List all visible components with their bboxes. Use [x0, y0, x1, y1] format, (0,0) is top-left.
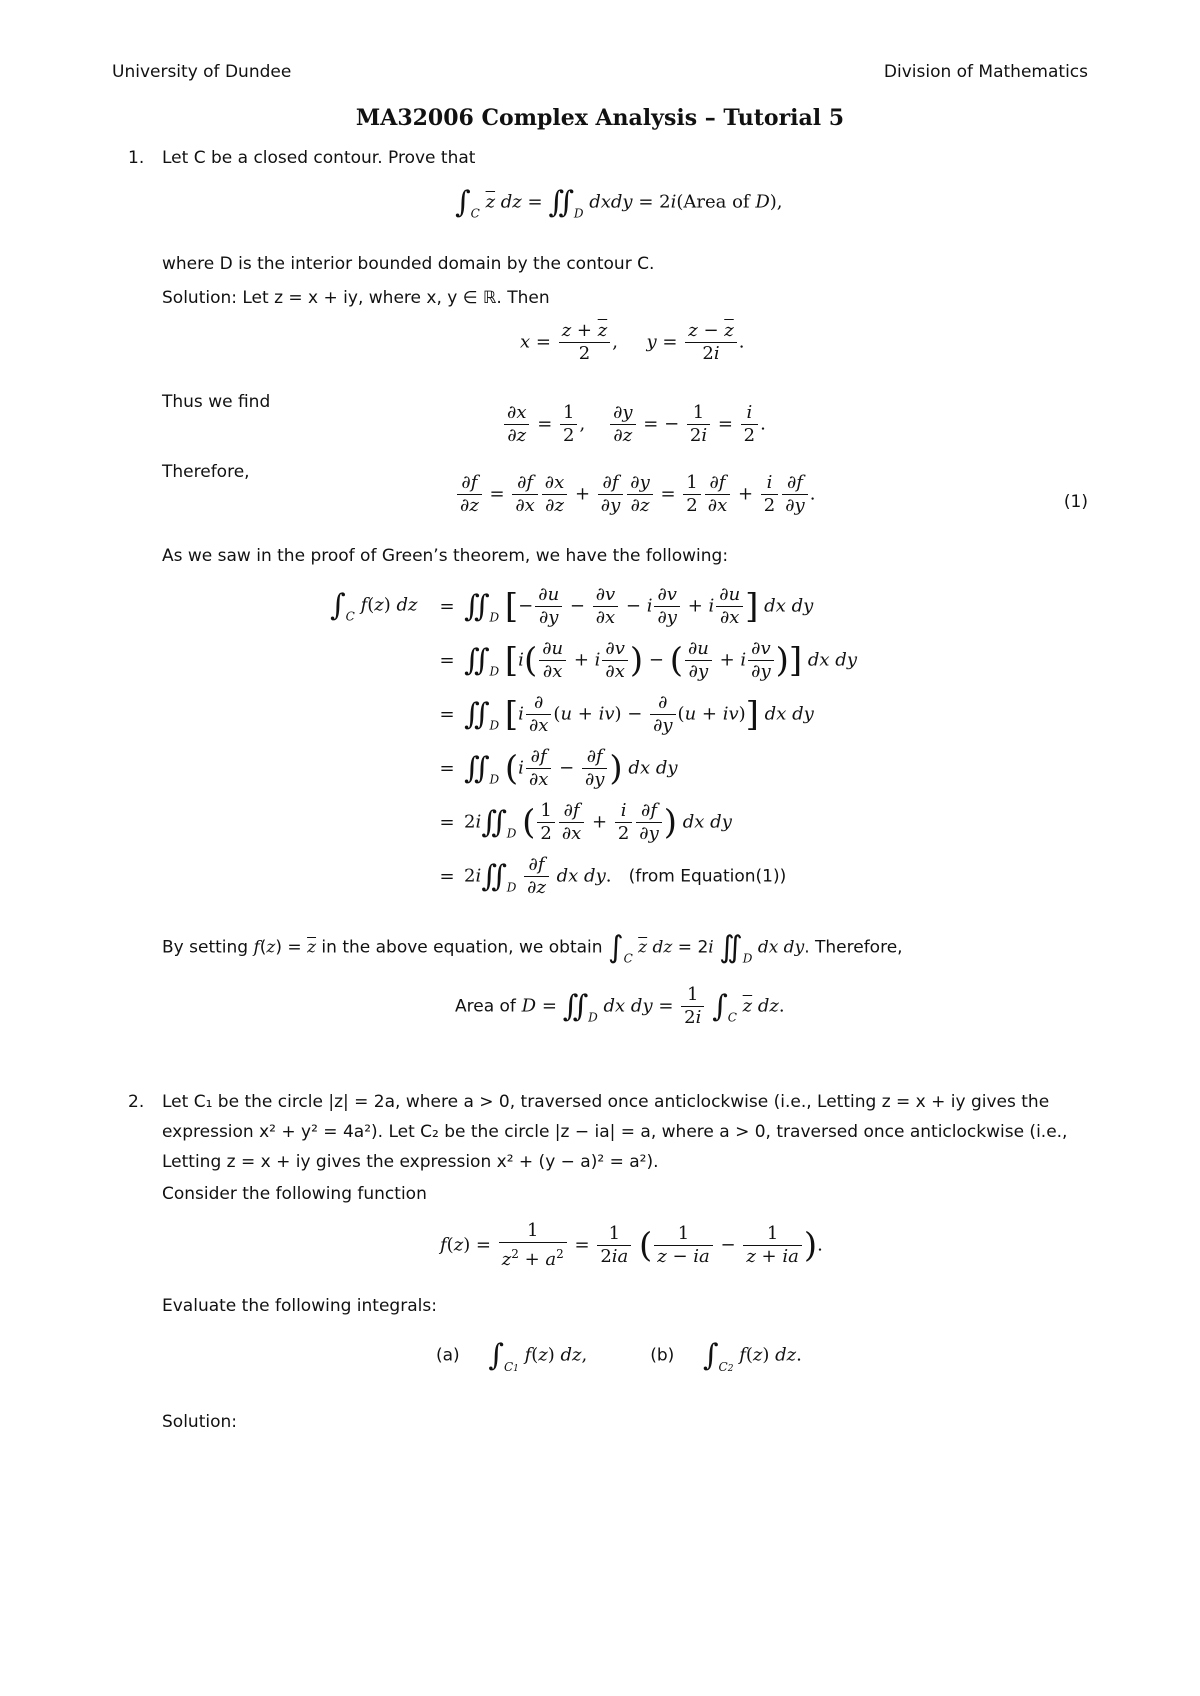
page-title: MA32006 Complex Analysis – Tutorial 5	[355, 105, 845, 131]
from-equation-note: (from Equation(1))	[628, 866, 787, 886]
problem-2-number: 2.	[128, 1092, 145, 1112]
part-b-label: (b)	[650, 1345, 675, 1366]
align-line-5: = $2i∬_D$ ( $\frac{1}{2}$ $\frac{\partial f}{\partial x}$ + $\frac{i}{2}$ $\frac{\partial f}{\partial y}$ ) dx dy	[439, 799, 732, 844]
thus-text: Thus we find	[162, 392, 271, 412]
equation-main: $\int_C$ $\overline{z}$ dz = $∬_D$ dxdy = 2i(Area of D),	[455, 185, 783, 221]
equation-area: Area of $D = ∬_D$ dx dy = $\frac{1}{2i}$ $\int_C$ $\overline{z}$ dz.	[455, 984, 785, 1028]
integrals-to-evaluate: (a) $\int_{C1}$ f(z) dz, (b) $\int_{C2}$ f(z) dz.	[436, 1338, 802, 1374]
align-line-1: $\int_C$ f(z) dz = $∬_D$ [− $\frac{\partial u}{\partial y}$ − $\frac{\partial v}{\partial x}$ − i $\frac{\partial v}{\partial y}$ + i $\frac{\partial u}{\partial x}$ ] dx dy	[330, 583, 814, 628]
part-a-label: (a)	[436, 1345, 460, 1366]
setting-text: By setting $f(z) = \overline{z}$ in the above equation, we obtain $\int_C$ $\overline{z}$ dz = 2i $∬_D$ dx dy. Therefore,	[162, 930, 903, 966]
equation-partials: $\frac{\partial x}{\partial\overline{z}}$ = $\frac{1}{2}$ , $\frac{\partial y}{\partial\overline{z}}$ = − $\frac{1}{2i}$ = $\frac{i}{2}$ .	[502, 402, 766, 447]
solution-label: Solution:	[162, 1412, 237, 1432]
equation-f: f(z) = $\frac{1}{z^2 + a^2}$ = $\frac{1}{2ia}$ ( $\frac{1}{z - ia}$ − $\frac{1}{z + ia}$ ).	[440, 1220, 823, 1270]
therefore-text: Therefore,	[162, 462, 250, 482]
header-division: Division of Mathematics	[883, 62, 1088, 82]
green-text: As we saw in the proof of Green’s theorem, we have the following:	[162, 546, 729, 566]
consider-text: Consider the following function	[162, 1184, 427, 1204]
evaluate-text: Evaluate the following integrals:	[162, 1296, 437, 1316]
where-text: where D is the interior bounded domain by the contour C.	[162, 254, 655, 274]
problem-1-statement: Let C be a closed contour. Prove that	[162, 148, 476, 168]
solution-intro: Solution: Let z = x + iy, where x, y ∈ ℝ. Then	[162, 288, 550, 308]
problem-2-statement: Let C₁ be the circle |z| = 2a, where a > 0, traversed once anticlockwise (i.e., Letting z = x + iy gives the expression x² + y² = 4a²). Let C₂ be the circle |z − ia| = a, where a > 0, traversed once anticlockwise (i.e., Letting z = x + iy gives the expression x² + (y − a)² = a²).	[162, 1092, 1068, 1172]
equation-1: $\frac{\partial f}{\partial\overline{z}}$ = $\frac{\partial f}{\partial x}$ $\frac{\partial x}{\partial\overline{z}}$ + $\frac{\partial f}{\partial y}$ $\frac{\partial y}{\partial\overline{z}}$ = $\frac{1}{2}$ $\frac{\partial f}{\partial x}$ + $\frac{i}{2}$ $\frac{\partial f}{\partial y}$ .	[455, 472, 815, 517]
header-institution: University of Dundee	[112, 62, 292, 82]
problem-1-number: 1.	[128, 148, 145, 168]
align-line-3: = $∬_D$ [i $\frac{\partial}{\partial x}$ (u + iv) − $\frac{\partial}{\partial y}$ (u + iv)] dx dy	[439, 691, 814, 736]
equation-xy: x = $\frac{z + \overline{z}}{2}$ , y = $\frac{z - \overline{z}}{2i}$ .	[520, 320, 745, 364]
align-line-2: = $∬_D$ [i( $\frac{\partial u}{\partial x}$ + i $\frac{\partial v}{\partial x}$ ) − ( $\frac{\partial u}{\partial y}$ + i $\frac{\partial v}{\partial y}$ )] dx dy	[439, 637, 857, 682]
align-line-6: = $2i∬_D$ $\frac{\partial f}{\partial\overline{z}}$ dx dy. (from Equation(1))	[439, 853, 787, 898]
equation-1-number: (1)	[1063, 492, 1088, 512]
align-line-4: = $∬_D$ (i $\frac{\partial f}{\partial x}$ − $\frac{\partial f}{\partial y}$ ) dx dy	[439, 745, 678, 790]
